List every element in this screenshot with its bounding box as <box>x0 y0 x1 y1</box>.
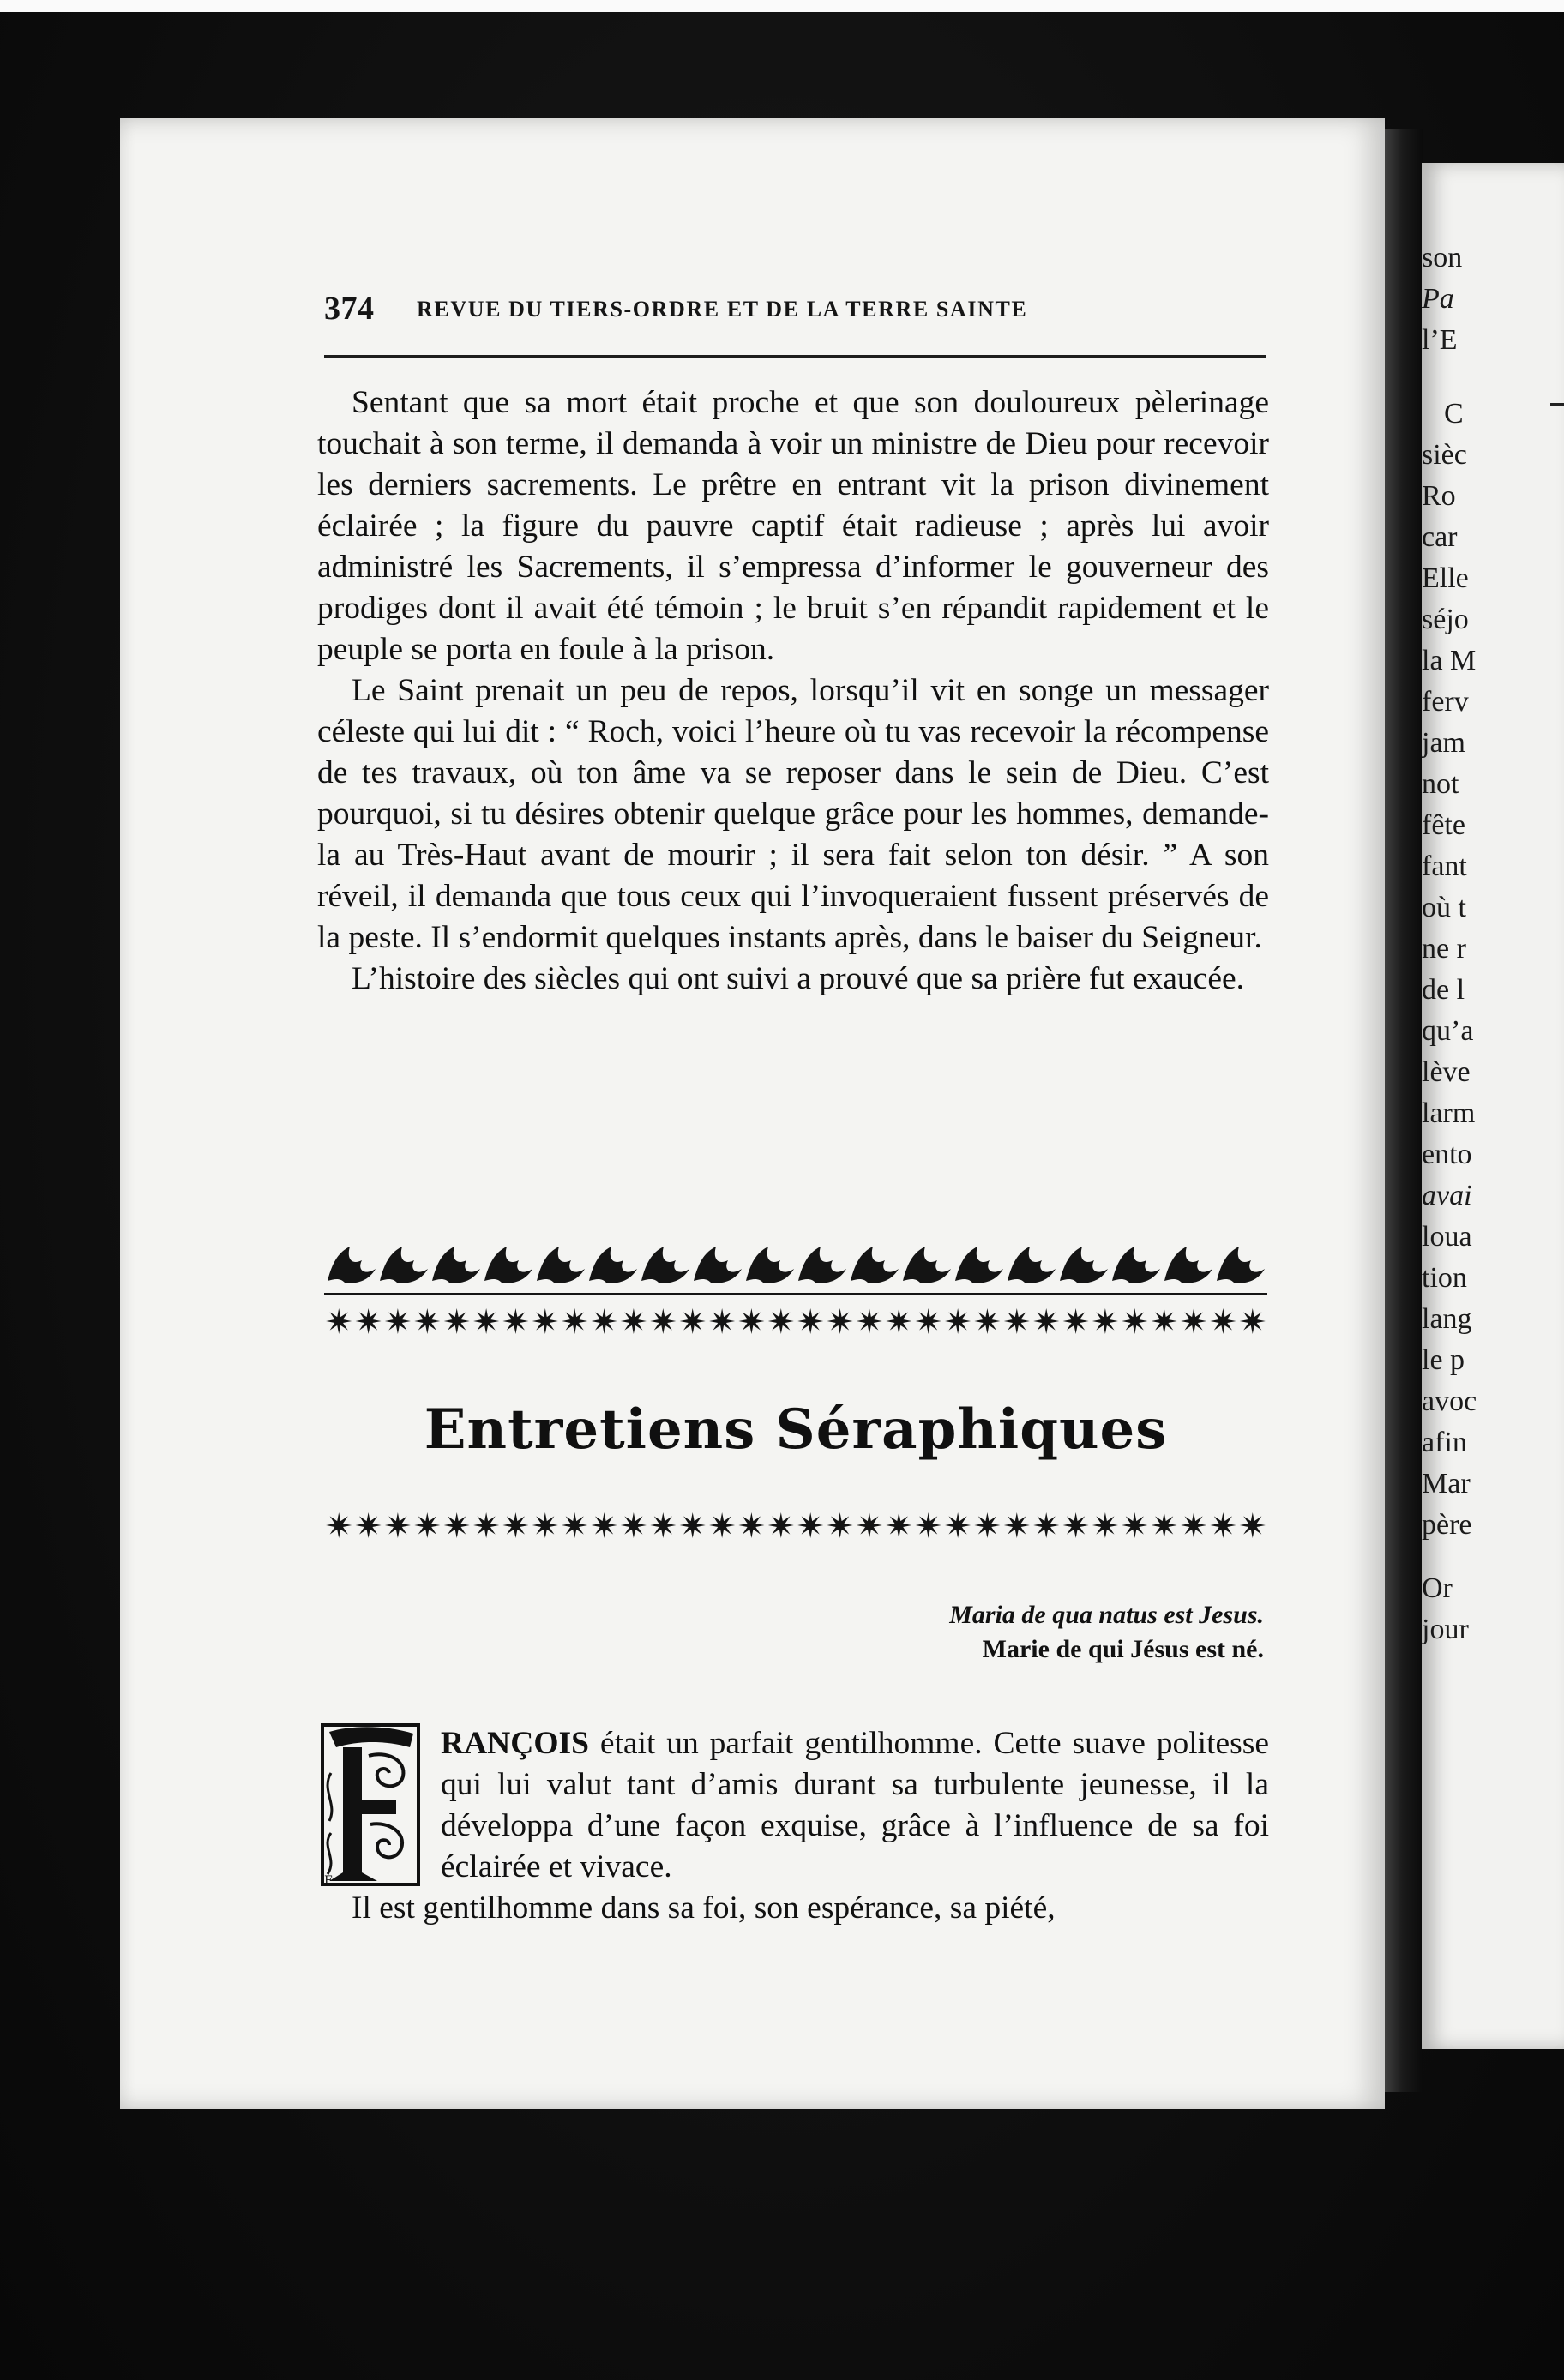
leaf-ornament-icon <box>1164 1247 1212 1283</box>
star-ornament-icon <box>532 1512 558 1538</box>
star-ornament-icon <box>945 1308 971 1334</box>
star-ornament-icon <box>886 1308 911 1334</box>
facing-page-fragment: lève <box>1422 1056 1471 1088</box>
star-ornament-icon <box>356 1308 382 1334</box>
epigraph <box>949 1598 1264 1667</box>
facing-page-fragment: Pa <box>1422 283 1454 315</box>
star-ornament-icon <box>1063 1308 1089 1334</box>
star-ornament-icon <box>1210 1308 1236 1334</box>
leaf-ornament-icon <box>1217 1247 1265 1283</box>
opening-paragraph <box>441 1723 1269 1888</box>
facing-page-fragment: Mar <box>1422 1468 1471 1500</box>
star-ornament-icon <box>945 1512 971 1538</box>
star-ornament-icon <box>621 1308 647 1334</box>
facing-page-fragment: avai <box>1422 1180 1472 1211</box>
facing-page-fragment: de l <box>1422 974 1465 1006</box>
star-ornament-icon <box>1181 1512 1206 1538</box>
page-header <box>324 290 1272 333</box>
star-ornament-icon <box>562 1308 587 1334</box>
facing-page-fragment: jam <box>1422 727 1465 759</box>
leaf-ornament-icon <box>746 1247 794 1283</box>
facing-page-fragment: Elle <box>1422 562 1469 594</box>
star-ornament-icon <box>797 1512 823 1538</box>
star-ornament-icon <box>385 1308 411 1334</box>
star-ornament-icon <box>974 1308 1000 1334</box>
star-ornament-icon <box>916 1308 941 1334</box>
facing-page-fragment: fête <box>1422 809 1465 841</box>
leaf-ornament-icon <box>589 1247 637 1283</box>
ornament-rule <box>324 1293 1267 1295</box>
facing-page <box>1422 163 1564 2049</box>
facing-page-fragment: afin <box>1422 1427 1467 1458</box>
paragraph-1: Sentant que sa mort était proche et que son douloureux pèlerinage touchait à son terme, il demanda à voir un ministre de Dieu pour recevoir les derniers sacrements. Le prêtre en entrant vit la prison divinement éclairée ; la figure du pauvre captif était radieuse ; après lui avoir administré les Sacrements, il s’empressa d’informer le gouverneur des prodiges dont il avait été témoin ; le bruit s’en répandit rapidement et le peuple se porta en foule à la prison. <box>317 385 1269 667</box>
leaf-ornament-icon <box>484 1247 532 1283</box>
leaf-ornament-icon <box>798 1247 846 1283</box>
star-ornament-icon <box>592 1512 617 1538</box>
facing-page-fragment: son <box>1422 242 1463 273</box>
star-ornament-icon <box>797 1308 823 1334</box>
star-ornament-icon <box>709 1308 735 1334</box>
facing-page-fragment: not <box>1422 768 1459 800</box>
running-title: REVUE DU TIERS-ORDRE ET DE LA TERRE SAINTE <box>417 297 1028 322</box>
star-ornament-icon <box>886 1512 911 1538</box>
star-ornament-icon <box>768 1308 794 1334</box>
star-ornament-icon <box>414 1308 440 1334</box>
star-ornament-icon <box>473 1308 499 1334</box>
star-ornament-icon <box>444 1308 470 1334</box>
star-ornament-icon <box>356 1512 382 1538</box>
star-ornament-icon <box>473 1512 499 1538</box>
leaf-ornament-icon <box>903 1247 951 1283</box>
leaf-ornament-icon <box>1060 1247 1108 1283</box>
facing-page-fragment: tion <box>1422 1262 1467 1294</box>
leaf-ornament-icon <box>955 1247 1003 1283</box>
star-ornament-icon <box>857 1512 882 1538</box>
star-ornament-icon <box>1122 1512 1147 1538</box>
body-text <box>317 382 1269 1000</box>
star-ornament-icon <box>414 1512 440 1538</box>
epigraph-french: Marie de qui Jésus est né. <box>982 1635 1264 1663</box>
star-ornament-icon <box>827 1512 853 1538</box>
star-ornament-icon <box>326 1512 352 1538</box>
star-ornament-icon <box>326 1308 352 1334</box>
facing-page-fragment: ne r <box>1422 933 1466 965</box>
star-ornament-icon <box>621 1512 647 1538</box>
facing-page-fragment: séjo <box>1422 604 1469 635</box>
leaf-ornament-icon <box>694 1247 742 1283</box>
page-number: 374 <box>324 291 375 327</box>
star-ornament-icon <box>857 1308 882 1334</box>
star-ornament-icon <box>974 1512 1000 1538</box>
star-ornament-icon <box>1240 1308 1266 1334</box>
dropcap-letter: F <box>324 1874 333 1888</box>
facing-page-fragment: avoc <box>1422 1385 1477 1417</box>
star-ornament-icon <box>1033 1512 1059 1538</box>
facing-page-fragment: où t <box>1422 892 1466 923</box>
paragraph-3: L’histoire des siècles qui ont suivi a prouvé que sa prière fut exaucée. <box>352 961 1244 996</box>
facing-page-fragment: Ro <box>1422 480 1456 512</box>
star-ornament-band-bottom <box>324 1509 1267 1542</box>
leaf-ornament-icon <box>641 1247 689 1283</box>
star-ornament-icon <box>738 1308 764 1334</box>
star-ornament-icon <box>650 1308 676 1334</box>
facing-page-fragment: ferv <box>1422 686 1469 718</box>
star-ornament-icon <box>562 1512 587 1538</box>
facing-page-fragment: Or <box>1422 1572 1453 1604</box>
star-ornament-icon <box>1240 1512 1266 1538</box>
facing-page-fragment: larm <box>1422 1097 1476 1129</box>
facing-page-fragment: qu’a <box>1422 1015 1474 1047</box>
leaf-ornament-icon <box>328 1247 376 1283</box>
star-ornament-icon <box>1152 1512 1177 1538</box>
facing-page-fragment: père <box>1422 1509 1472 1541</box>
star-ornament-icon <box>680 1512 706 1538</box>
facing-page-fragment: lang <box>1422 1303 1472 1335</box>
star-ornament-icon <box>1210 1512 1236 1538</box>
star-ornament-icon <box>385 1512 411 1538</box>
facing-page-fragment: loua <box>1422 1221 1472 1253</box>
facing-page-fragment: car <box>1422 521 1458 553</box>
star-ornament-icon <box>502 1308 528 1334</box>
star-ornament-icon <box>1033 1308 1059 1334</box>
star-ornament-icon <box>532 1308 558 1334</box>
star-ornament-icon <box>1063 1512 1089 1538</box>
star-ornament-icon <box>1092 1308 1118 1334</box>
facing-page-fragment: jour <box>1422 1614 1469 1645</box>
facing-page-fragment: C <box>1444 398 1464 430</box>
facing-page-fragment: la M <box>1422 645 1477 676</box>
facing-page-rule <box>1550 403 1564 406</box>
star-ornament-icon <box>592 1308 617 1334</box>
star-ornament-icon <box>1092 1512 1118 1538</box>
star-ornament-icon <box>1181 1308 1206 1334</box>
leaf-ornament-icon <box>432 1247 480 1283</box>
leaf-ornament-icon <box>380 1247 428 1283</box>
star-ornament-icon <box>1004 1512 1030 1538</box>
epigraph-latin: Maria de qua natus est Jesus. <box>949 1601 1264 1629</box>
star-ornament-icon <box>916 1512 941 1538</box>
star-ornament-band-top <box>324 1305 1267 1337</box>
leaf-ornament-icon <box>1008 1247 1056 1283</box>
facing-page-fragment: le p <box>1422 1344 1465 1376</box>
star-ornament-icon <box>709 1512 735 1538</box>
facing-page-fragment: fant <box>1422 850 1467 882</box>
header-rule <box>324 355 1266 358</box>
dropcap-ornament-icon <box>317 1722 424 1891</box>
star-ornament-icon <box>768 1512 794 1538</box>
star-ornament-icon <box>1152 1308 1177 1334</box>
top-edge <box>0 0 1564 12</box>
star-ornament-icon <box>650 1512 676 1538</box>
star-ornament-icon <box>444 1512 470 1538</box>
facing-page-fragment: sièc <box>1422 439 1467 471</box>
star-ornament-icon <box>680 1308 706 1334</box>
leaf-ornament-icon <box>1112 1247 1160 1283</box>
leaf-ornament-icon <box>537 1247 585 1283</box>
following-line: Il est gentilhomme dans sa foi, son espérance, sa piété, <box>352 1890 1056 1926</box>
star-ornament-icon <box>1122 1308 1147 1334</box>
leaf-ornament-icon <box>851 1247 899 1283</box>
section-title: Entretiens Séraphiques <box>424 1397 1168 1462</box>
facing-page-fragment: l’E <box>1422 324 1458 356</box>
first-word: RANÇOIS <box>441 1726 589 1761</box>
paragraph-2: Le Saint prenait un peu de repos, lorsqu’il vit en songe un messager céleste qui lui dit : “ Roch, voici l’heure où tu vas recevoir la récompense de tes travaux, où ton âme va se reposer dans le sein de Dieu. C’est pourquoi, si tu désires obtenir quelque grâce pour les hommes, demande-la au Très-Haut avant de mourir ; il sera fait selon ton désir. ” A son réveil, il demanda que tous ceux qui l’invoqueraient fussent préservés de la peste. Il s’endormit quelques instants après, dans le baiser du Seigneur. <box>317 673 1269 955</box>
star-ornament-icon <box>1004 1308 1030 1334</box>
facing-page-fragment: ento <box>1422 1139 1472 1170</box>
star-ornament-icon <box>827 1308 853 1334</box>
star-ornament-icon <box>502 1512 528 1538</box>
opening-text: était un parfait gentilhomme. Cette suave politesse qui lui valut tant d’amis durant sa turbulente jeunesse, il la développa d’une façon exquise, grâce à l’influence de sa foi éclairée et vivace. <box>441 1726 1269 1884</box>
foliage-ornament-band <box>324 1243 1267 1286</box>
star-ornament-icon <box>738 1512 764 1538</box>
